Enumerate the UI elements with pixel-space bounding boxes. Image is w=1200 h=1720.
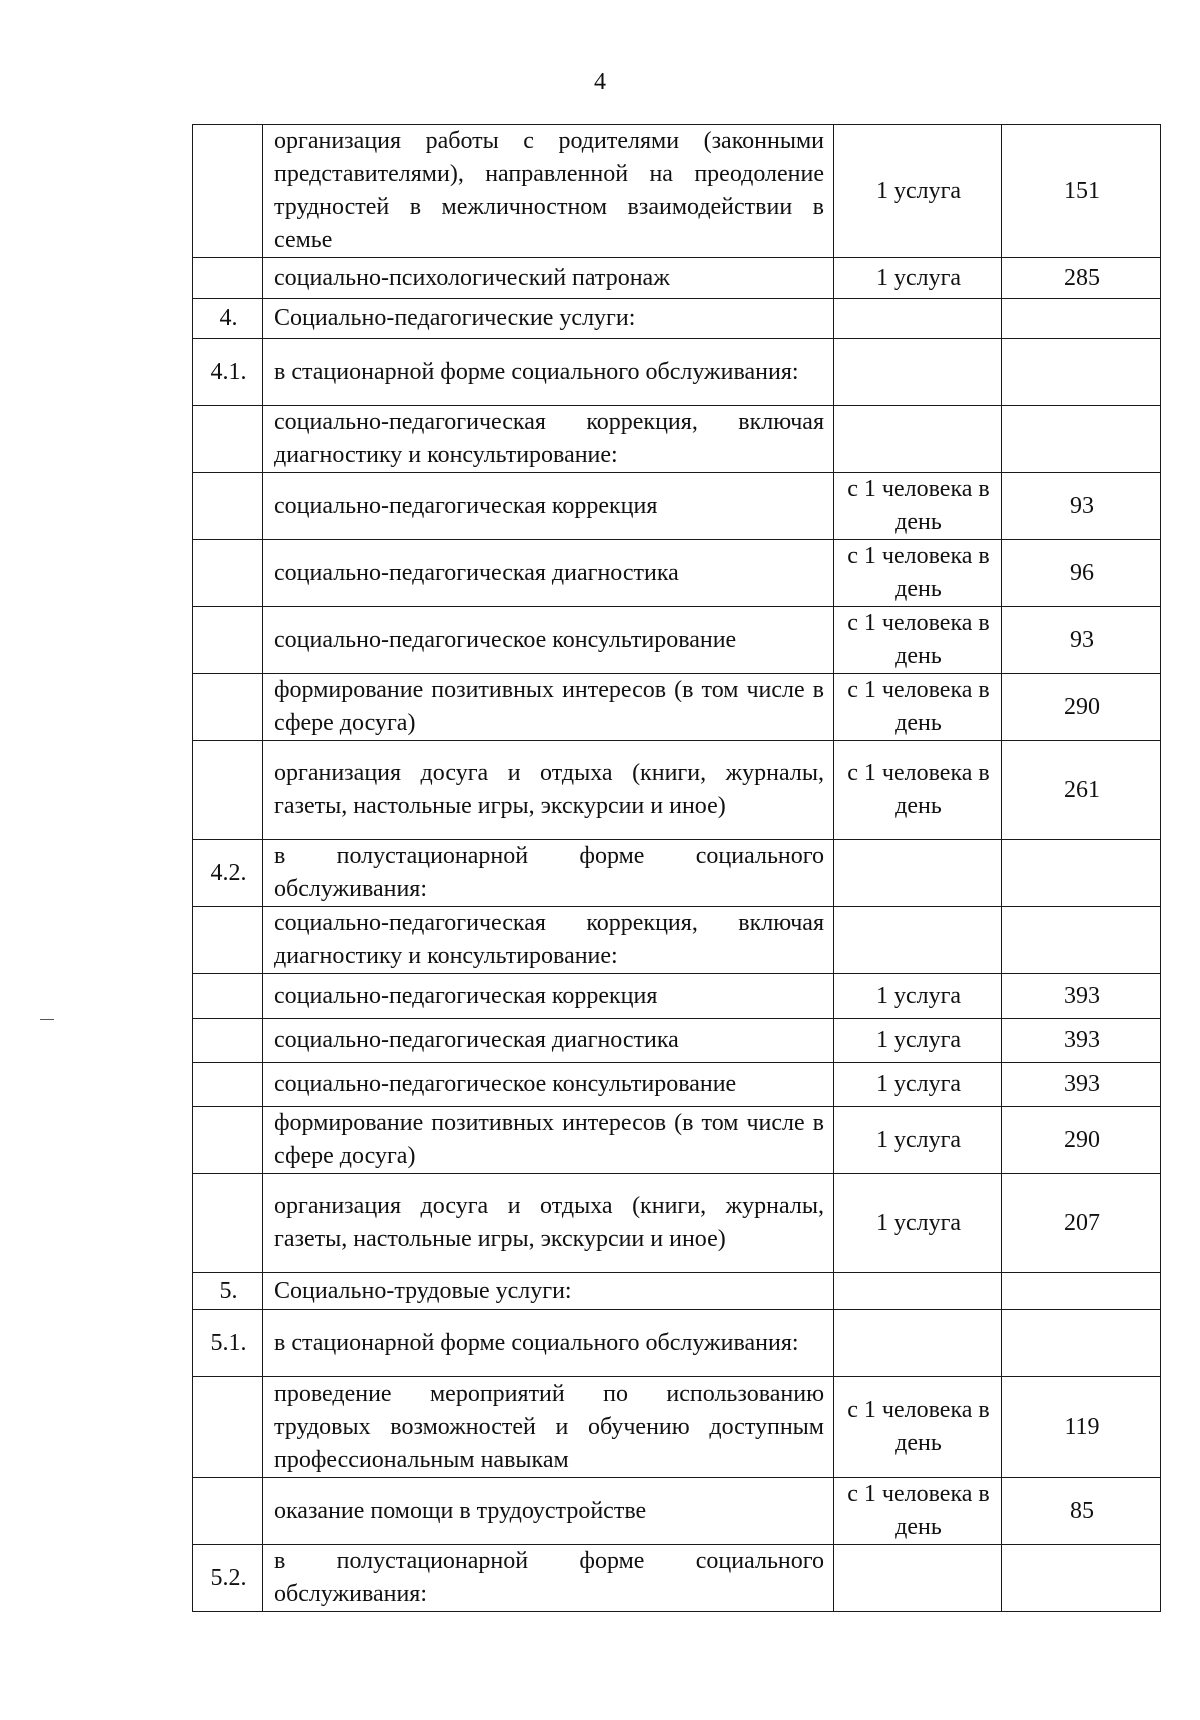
service-price: 393 [1002,974,1161,1019]
service-unit: с 1 человека в день [834,607,1002,674]
service-name: социально-педагогическая коррекция, включая диагностику и консультирование: [263,907,834,974]
scan-artifact [40,1019,54,1020]
row-number [193,540,263,607]
table-row [193,1107,1161,1174]
table-row [193,840,1161,907]
service-price [1002,339,1161,406]
row-number: 4.2. [193,840,263,907]
table-row [193,907,1161,974]
row-number: 4. [193,299,263,339]
service-name: социально-педагогическая диагностика [263,1019,834,1063]
service-name: организация досуга и отдыха (книги, журналы, газеты, настольные игры, экскурсии и иное) [263,1174,834,1273]
service-name: в полустационарной форме социального обслуживания: [263,1545,834,1612]
table-row [193,299,1161,339]
row-number [193,974,263,1019]
service-price: 85 [1002,1478,1161,1545]
service-unit: с 1 человека в день [834,473,1002,540]
service-unit: с 1 человека в день [834,741,1002,840]
service-price: 119 [1002,1377,1161,1478]
service-name: в стационарной форме социального обслуживания: [263,1310,834,1377]
table-row [193,1273,1161,1310]
service-price [1002,1310,1161,1377]
service-unit [834,1310,1002,1377]
table-row [193,406,1161,473]
service-name: в стационарной форме социального обслуживания: [263,339,834,406]
row-number [193,406,263,473]
service-price [1002,1273,1161,1310]
service-price: 285 [1002,258,1161,299]
service-unit [834,840,1002,907]
services-price-table [192,124,1161,1612]
service-unit [834,1545,1002,1612]
row-number: 5. [193,1273,263,1310]
service-unit: 1 услуга [834,1019,1002,1063]
row-number [193,741,263,840]
row-number: 5.1. [193,1310,263,1377]
service-price [1002,840,1161,907]
service-unit: 1 услуга [834,1107,1002,1174]
service-price: 393 [1002,1063,1161,1107]
service-unit [834,406,1002,473]
service-price: 290 [1002,674,1161,741]
service-name: социально-педагогическая коррекция [263,473,834,540]
row-number [193,907,263,974]
service-name: формирование позитивных интересов (в том числе в сфере досуга) [263,1107,834,1174]
table-row [193,1377,1161,1478]
row-number: 5.2. [193,1545,263,1612]
service-unit: с 1 человека в день [834,1478,1002,1545]
service-unit [834,1273,1002,1310]
service-unit [834,339,1002,406]
row-number [193,674,263,741]
service-name: оказание помощи в трудоустройстве [263,1478,834,1545]
service-unit: с 1 человека в день [834,674,1002,741]
service-name: формирование позитивных интересов (в том числе в сфере досуга) [263,674,834,741]
service-unit: 1 услуга [834,974,1002,1019]
row-number [193,1174,263,1273]
table-row [193,473,1161,540]
page-number: 4 [594,69,606,95]
service-price [1002,406,1161,473]
table-row [193,125,1161,258]
service-price [1002,1545,1161,1612]
service-name: социально-педагогическая коррекция, включая диагностику и консультирование: [263,406,834,473]
table-row [193,741,1161,840]
table-row [193,974,1161,1019]
row-number [193,1107,263,1174]
service-name: социально-педагогическое консультирование [263,607,834,674]
table-row [193,1063,1161,1107]
table-row [193,1545,1161,1612]
row-number [193,1478,263,1545]
service-price [1002,299,1161,339]
table-row [193,540,1161,607]
service-price: 261 [1002,741,1161,840]
service-price: 93 [1002,607,1161,674]
row-number [193,1063,263,1107]
row-number [193,1377,263,1478]
row-number [193,258,263,299]
service-price: 96 [1002,540,1161,607]
table-row [193,607,1161,674]
service-price: 151 [1002,125,1161,258]
service-unit: с 1 человека в день [834,1377,1002,1478]
row-number [193,607,263,674]
service-unit: с 1 человека в день [834,540,1002,607]
service-name: Социально-трудовые услуги: [263,1273,834,1310]
service-price: 207 [1002,1174,1161,1273]
service-name: проведение мероприятий по использованию трудовых возможностей и обучению доступным профессиональным навыкам [263,1377,834,1478]
table-row [193,1174,1161,1273]
service-name: Социально-педагогические услуги: [263,299,834,339]
service-unit: 1 услуга [834,258,1002,299]
service-name: социально-педагогическая коррекция [263,974,834,1019]
service-name: организация досуга и отдыха (книги, журналы, газеты, настольные игры, экскурсии и иное) [263,741,834,840]
row-number [193,125,263,258]
row-number: 4.1. [193,339,263,406]
service-price: 93 [1002,473,1161,540]
table-row [193,258,1161,299]
service-unit [834,907,1002,974]
service-name: в полустационарной форме социального обслуживания: [263,840,834,907]
table-row [193,674,1161,741]
row-number [193,473,263,540]
row-number [193,1019,263,1063]
table-row [193,339,1161,406]
service-unit: 1 услуга [834,1063,1002,1107]
service-name: организация работы с родителями (законными представителями), направленной на преодоление трудностей в межличностном взаимодействии в семье [263,125,834,258]
service-name: социально-педагогическая диагностика [263,540,834,607]
table-row [193,1478,1161,1545]
service-name: социально-педагогическое консультирование [263,1063,834,1107]
service-unit: 1 услуга [834,1174,1002,1273]
service-price: 393 [1002,1019,1161,1063]
table-row [193,1310,1161,1377]
table-row [193,1019,1161,1063]
service-unit: 1 услуга [834,125,1002,258]
service-price [1002,907,1161,974]
service-name: социально-психологический патронаж [263,258,834,299]
service-unit [834,299,1002,339]
service-price: 290 [1002,1107,1161,1174]
